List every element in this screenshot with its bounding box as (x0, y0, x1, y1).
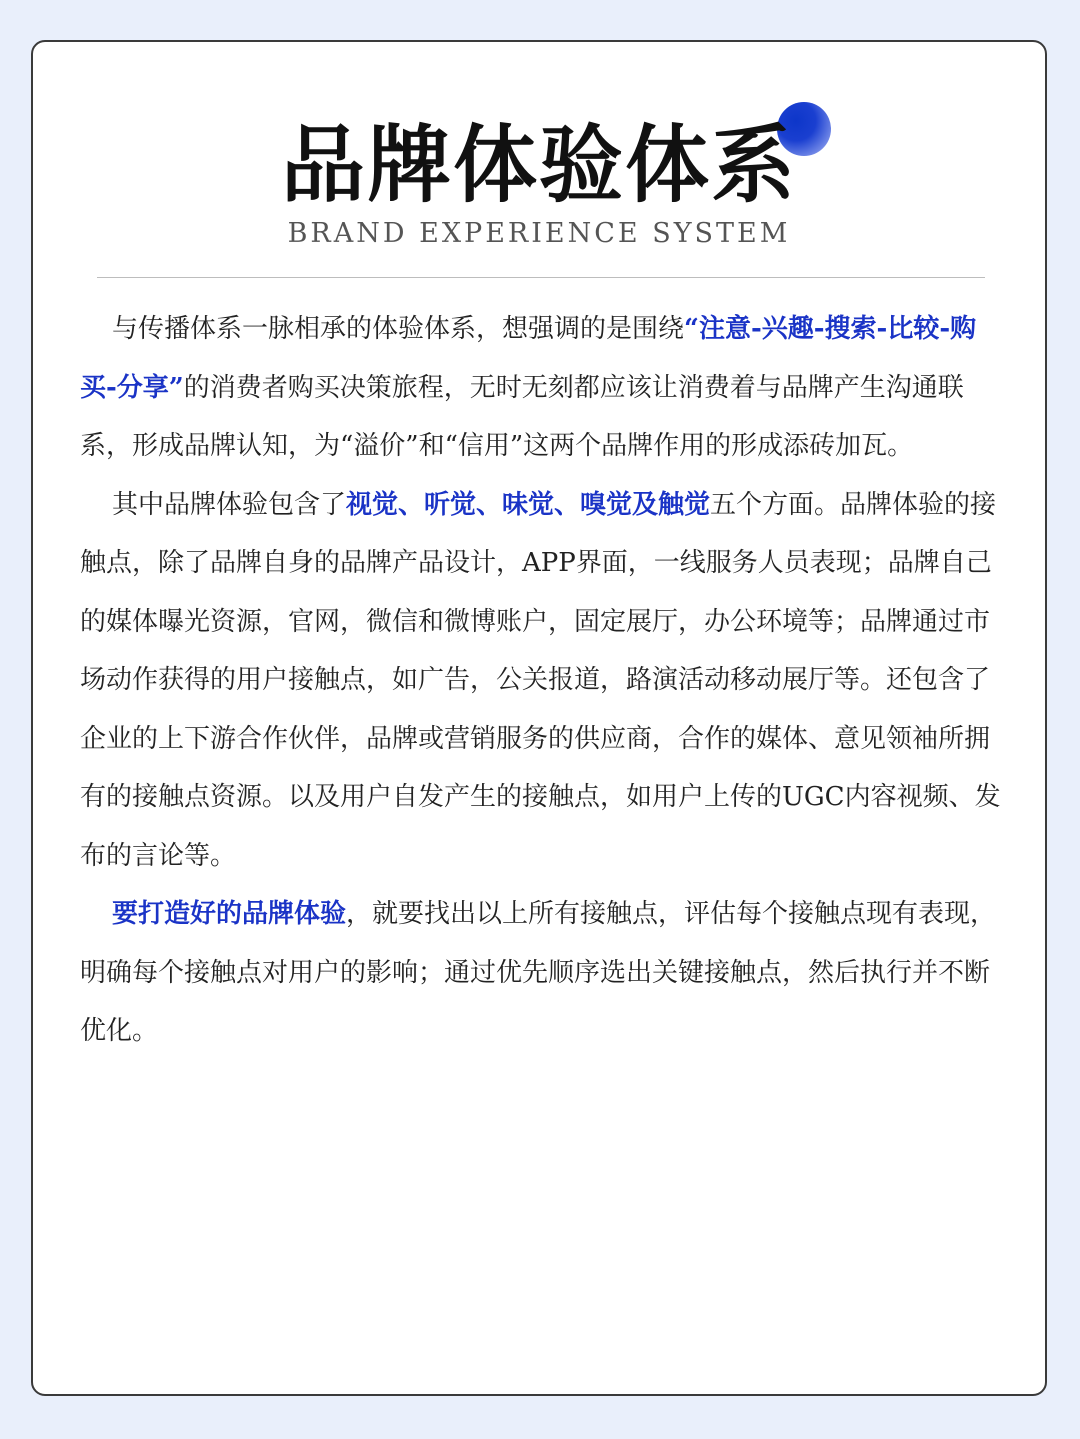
paragraph-1-text-before: 与传播体系一脉相承的体验体系，想强调的是围绕 (112, 314, 685, 344)
divider (97, 277, 985, 278)
content-card (31, 40, 1047, 1396)
paragraph-3 (80, 885, 1006, 1061)
paragraph-2-highlight: 视觉、听觉、味觉、嗅觉及触觉 (346, 489, 711, 520)
paragraph-1 (80, 300, 1006, 476)
paragraph-1-highlight: “注意-兴趣-搜索-比较-购买-分享” (80, 314, 977, 403)
article-body (80, 300, 1006, 1061)
paragraph-2 (80, 476, 1006, 886)
paragraph-2-text-after: 五个方面。品牌体验的接触点，除了品牌自身的品牌产品设计，APP界面，一线服务人员表现；品牌自己的媒体曝光资源，官网，微信和微博账户，固定展厅，办公环境等；品牌通过市场动作获得的用户接触点，如广告，公关报道，路演活动移动展厅等。还包含了企业的上下游合作伙伴，品牌或营销服务的供应商，合作的媒体、意见领袖所拥有的接触点资源。以及用户自发产生的接触点，如用户上传的UGC内容视频、发布的言论等。 (80, 489, 1001, 871)
page-subtitle: BRAND EXPERIENCE SYSTEM (287, 218, 791, 249)
paragraph-3-highlight: 要打造好的品牌体验 (112, 899, 347, 929)
paragraph-2-text-before: 其中品牌体验包含了 (112, 489, 347, 520)
paragraph-1-text-after: 的消费者购买决策旅程，无时无刻都应该让消费着与品牌产生沟通联系，形成品牌认知，为“溢价”和“信用”这两个品牌作用的形成添砖加瓦。 (80, 372, 964, 461)
page-title: 品牌体验体系 (280, 115, 797, 214)
paragraph-3-text-after: ，就要找出以上所有接触点，评估每个接触点现有表现，明确每个接触点对用户的影响；通过优先顺序选出关键接触点，然后执行并不断优化。 (80, 899, 997, 1046)
